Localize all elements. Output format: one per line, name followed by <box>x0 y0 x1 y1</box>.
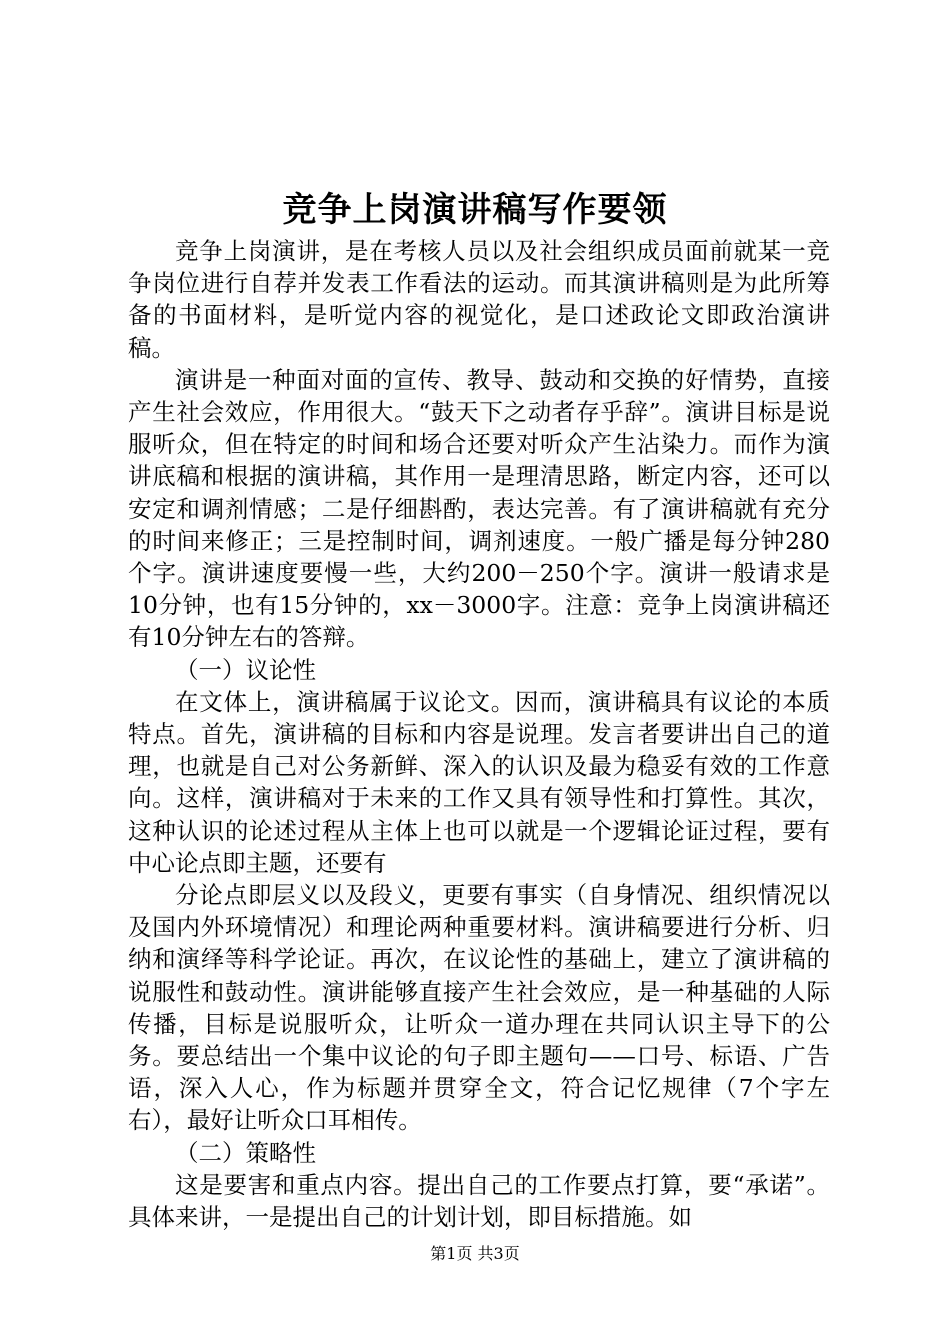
paragraph-intro: 竞争上岗演讲，是在考核人员以及社会组织成员面前就某一竞争岗位进行自荐并发表工作看法的运动。而其演讲稿则是为此所筹备的书面材料，是听觉内容的视觉化，是口述政论文即政治演讲稿。 <box>128 237 830 362</box>
section-heading-argumentative: （一）议论性 <box>175 655 316 684</box>
paragraph-speech-function: 演讲是一种面对面的宣传、教导、鼓动和交换的好情势，直接产生社会效应，作用很大。“鼓天下之动者存乎辞”。演讲目标是说服听众，但在特定的时间和场合还要对听众产生沾染力。而作为演讲底稿和根据的演讲稿，其作用一是理清思路，断定内容，还可以安定和调剂情感；二是仔细斟酌，表达完善。有了演讲稿就有充分的时间来修正；三是控制时间，调剂速度。一般广播是每分钟280个字。演讲速度要慢一些，大约200－250个字。演讲一般请求是10分钟，也有15分钟的，xx－3000字。注意：竞争上岗演讲稿还有10分钟左右的答辩。 <box>128 365 830 652</box>
paragraph-argumentative-1: 在文体上，演讲稿属于议论文。因而，演讲稿具有议论的本质特点。首先，演讲稿的目标和内容是说理。发言者要讲出自己的道理，也就是自己对公务新鲜、深入的认识及最为稳妥有效的工作意向。这样，演讲稿对于未来的工作又具有领导性和打算性。其次，这种认识的论述过程从主体上也可以就是一个逻辑论证过程，要有中心论点即主题，还要有 <box>128 687 830 877</box>
document-title: 竞争上岗演讲稿写作要领 <box>282 190 668 230</box>
section-heading-strategic: （二）策略性 <box>175 1138 316 1167</box>
document-body <box>128 235 830 1233</box>
paragraph-argumentative-2: 分论点即层义以及段义，更要有事实（自身情况、组织情况以及国内外环境情况）和理论两种重要材料。演讲稿要进行分析、归纳和演绎等科学论证。再次，在议论性的基础上，建立了演讲稿的说服性和鼓动性。演讲能够直接产生社会效应，是一种基础的人际传播，目标是说服听众，让听众一道办理在共同认识主导下的公务。要总结出一个集中议论的句子即主题句——口号、标语、广告语，深入人心，作为标题并贯穿全文，符合记忆规律（7个字左右），最好让听众口耳相传。 <box>128 881 830 1135</box>
page-footer: 第1页 共3页 <box>430 1244 520 1263</box>
paragraph-strategic: 这是要害和重点内容。提出自己的工作要点打算，要“承诺”。具体来讲，一是提出自己的计划计划，即目标措施。如 <box>128 1170 830 1232</box>
